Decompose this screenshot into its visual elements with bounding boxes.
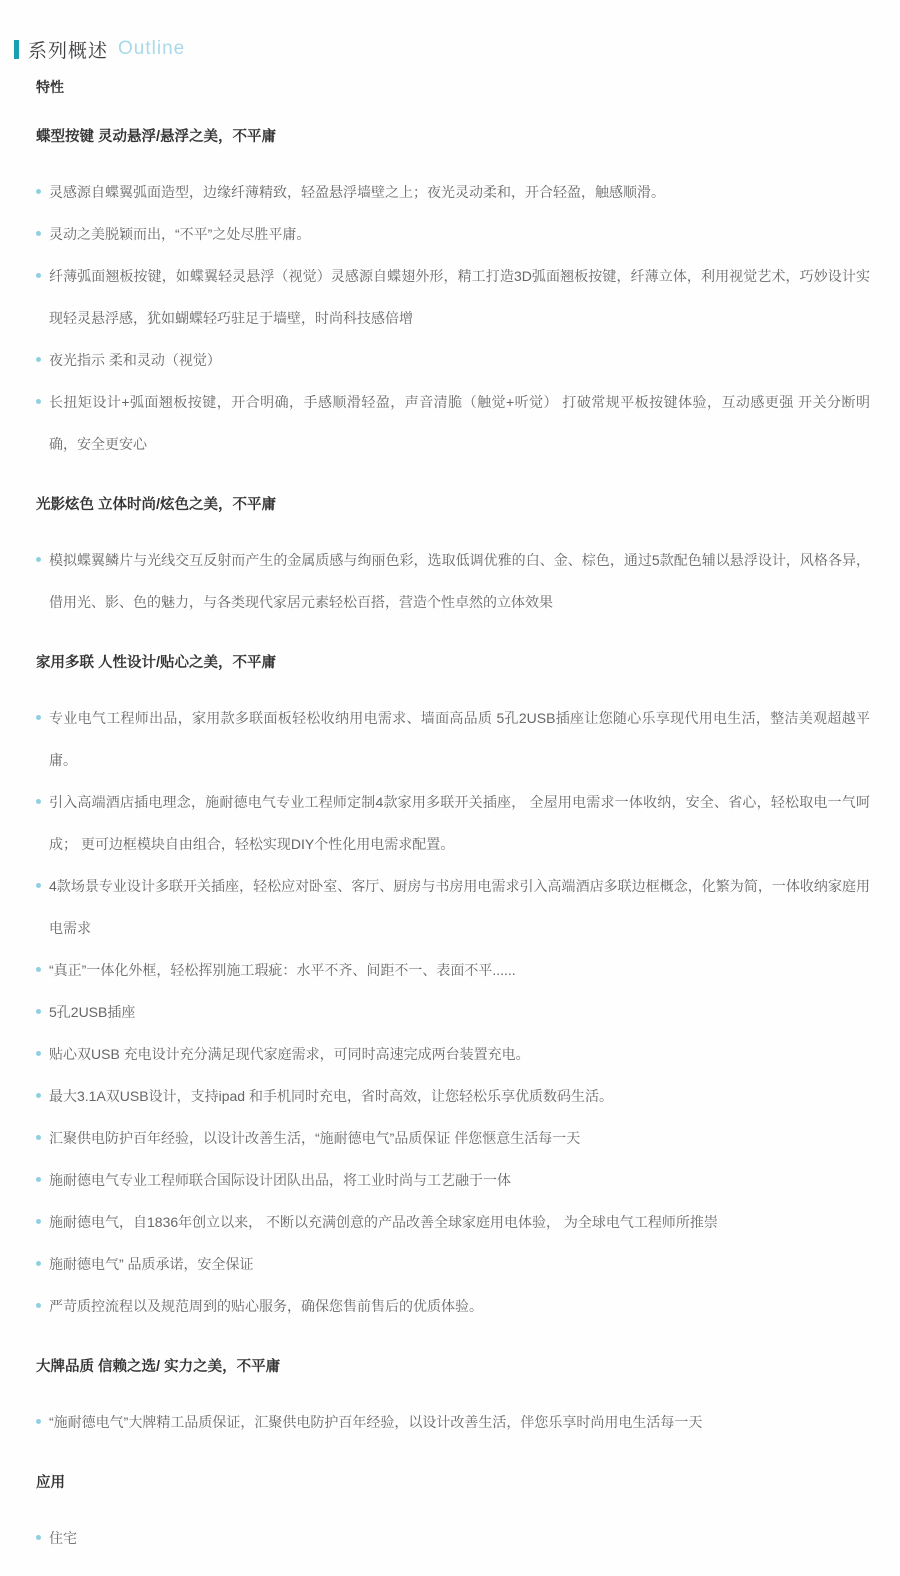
bullet-item: [36, 781, 870, 865]
section-heading: 大牌品质 信赖之选/ 实力之美，不平庸: [36, 1359, 281, 1375]
bullet-list: [36, 697, 870, 1327]
bullet-dot-icon: [36, 967, 41, 972]
bullet-text: 5孔2USB插座: [49, 1004, 136, 1020]
bullet-text: “真正”一体化外框，轻松挥别施工瑕疵：水平不齐、间距不一、表面不平......: [49, 962, 516, 978]
bullet-dot-icon: [36, 1135, 41, 1140]
bullet-dot-icon: [36, 1419, 41, 1424]
section-heading: 蝶型按键 灵动悬浮/悬浮之美，不平庸: [36, 129, 277, 145]
accent-bar-icon: [14, 40, 19, 59]
bullet-item: [36, 1075, 870, 1117]
bullet-text: 贴心双USB 充电设计充分满足现代家庭需求，可同时高速完成两台装置充电。: [49, 1046, 530, 1062]
section-header: [14, 38, 900, 60]
bullet-dot-icon: [36, 1219, 41, 1224]
section-heading: 应用: [36, 1475, 65, 1491]
bullet-list: [36, 1517, 870, 1559]
page-title: 系列概述: [28, 40, 109, 62]
bullet-item: [36, 1117, 870, 1159]
bullet-dot-icon: [36, 399, 41, 404]
bullet-item: [36, 991, 870, 1033]
sections: [36, 127, 870, 1559]
bullet-item: [36, 1159, 870, 1201]
feature-section: [36, 495, 870, 623]
outline-content: [36, 77, 870, 1559]
bullet-list: [36, 539, 870, 623]
bullet-text: 灵动之美脱颖而出，“不平”之处尽胜平庸。: [49, 226, 311, 242]
bullet-item: [36, 1033, 870, 1075]
bullet-dot-icon: [36, 1093, 41, 1098]
bullet-list: [36, 171, 870, 465]
bullet-item: [36, 539, 870, 623]
bullet-dot-icon: [36, 1261, 41, 1266]
bullet-text: 严苛质控流程以及规范周到的贴心服务，确保您售前售后的优质体验。: [49, 1298, 483, 1314]
bullet-text: 汇聚供电防护百年经验，以设计改善生活，“施耐德电气”品质保证 伴您惬意生活每一天: [49, 1130, 581, 1146]
bullet-dot-icon: [36, 231, 41, 236]
bullet-item: [36, 865, 870, 949]
bullet-text: 夜光指示 柔和灵动（视觉）: [49, 352, 221, 368]
bullet-dot-icon: [36, 1051, 41, 1056]
bullet-item: [36, 697, 870, 781]
bullet-text: 长扭矩设计+弧面翘板按键，开合明确，手感顺滑轻盈，声音清脆（触觉+听觉） 打破常规平板按键体验，互动感更强 开关分断明确，安全更安心: [49, 394, 870, 452]
bullet-dot-icon: [36, 883, 41, 888]
features-subtitle: 特性: [36, 79, 64, 95]
bullet-text: 纤薄弧面翘板按键，如蝶翼轻灵悬浮（视觉）灵感源自蝶翅外形，精工打造3D弧面翘板按键，纤薄立体，利用视觉艺术，巧妙设计实现轻灵悬浮感，犹如蝴蝶轻巧驻足于墙壁，时尚科技感倍增: [49, 268, 870, 326]
bullet-dot-icon: [36, 715, 41, 720]
bullet-item: [36, 1243, 870, 1285]
bullet-text: 施耐德电气专业工程师联合国际设计团队出品，将工业时尚与工艺融于一体: [49, 1172, 511, 1188]
page-title-en: Outline: [118, 38, 186, 59]
feature-section: [36, 653, 870, 1327]
bullet-item: [36, 255, 870, 339]
bullet-dot-icon: [36, 189, 41, 194]
bullet-dot-icon: [36, 1177, 41, 1182]
bullet-item: [36, 1517, 870, 1559]
bullet-dot-icon: [36, 357, 41, 362]
bullet-item: [36, 1201, 870, 1243]
feature-section: [36, 1357, 870, 1443]
bullet-item: [36, 1401, 870, 1443]
bullet-dot-icon: [36, 273, 41, 278]
bullet-text: 灵感源自蝶翼弧面造型，边缘纤薄精致，轻盈悬浮墙壁之上；夜光灵动柔和，开合轻盈，触感顺滑。: [49, 184, 665, 200]
feature-section: [36, 127, 870, 465]
section-heading: 光影炫色 立体时尚/炫色之美，不平庸: [36, 497, 277, 513]
bullet-list: [36, 1401, 870, 1443]
bullet-item: [36, 949, 870, 991]
bullet-item: [36, 213, 870, 255]
bullet-text: 4款场景专业设计多联开关插座，轻松应对卧室、客厅、厨房与书房用电需求引入高端酒店多联边框概念，化繁为简，一体收纳家庭用电需求: [49, 878, 870, 936]
bullet-dot-icon: [36, 557, 41, 562]
bullet-dot-icon: [36, 799, 41, 804]
bullet-text: 模拟蝶翼鳞片与光线交互反射而产生的金属质感与绚丽色彩，选取低调优雅的白、金、棕色，通过5款配色辅以悬浮设计，风格各异，借用光、影、色的魅力，与各类现代家居元素轻松百搭，营造个性卓然的立体效果: [49, 552, 870, 610]
bullet-dot-icon: [36, 1009, 41, 1014]
bullet-dot-icon: [36, 1303, 41, 1308]
bullet-text: 专业电气工程师出品，家用款多联面板轻松收纳用电需求、墙面高品质 5孔2USB插座让您随心乐享现代用电生活，整洁美观超越平庸。: [49, 710, 870, 768]
bullet-item: [36, 171, 870, 213]
bullet-text: “施耐德电气”大牌精工品质保证，汇聚供电防护百年经验，以设计改善生活，伴您乐享时尚用电生活每一天: [49, 1414, 703, 1430]
bullet-item: [36, 1285, 870, 1327]
bullet-text: 引入高端酒店插电理念，施耐德电气专业工程师定制4款家用多联开关插座， 全屋用电需求一体收纳，安全、省心，轻松取电一气呵成； 更可边框模块自由组合，轻松实现DIY个性化用电需求配置。: [49, 794, 870, 852]
bullet-text: 施耐德电气” 品质承诺，安全保证: [49, 1256, 254, 1272]
bullet-text: 最大3.1A双USB设计，支持ipad 和手机同时充电，省时高效，让您轻松乐享优质数码生活。: [49, 1088, 613, 1104]
feature-section: [36, 1473, 870, 1559]
bullet-text: 住宅: [49, 1530, 77, 1546]
bullet-item: [36, 339, 870, 381]
bullet-text: 施耐德电气，自1836年创立以来， 不断以充满创意的产品改善全球家庭用电体验， 为全球电气工程师所推崇: [49, 1214, 718, 1230]
bullet-dot-icon: [36, 1535, 41, 1540]
bullet-item: [36, 381, 870, 465]
section-heading: 家用多联 人性设计/贴心之美，不平庸: [36, 655, 277, 671]
